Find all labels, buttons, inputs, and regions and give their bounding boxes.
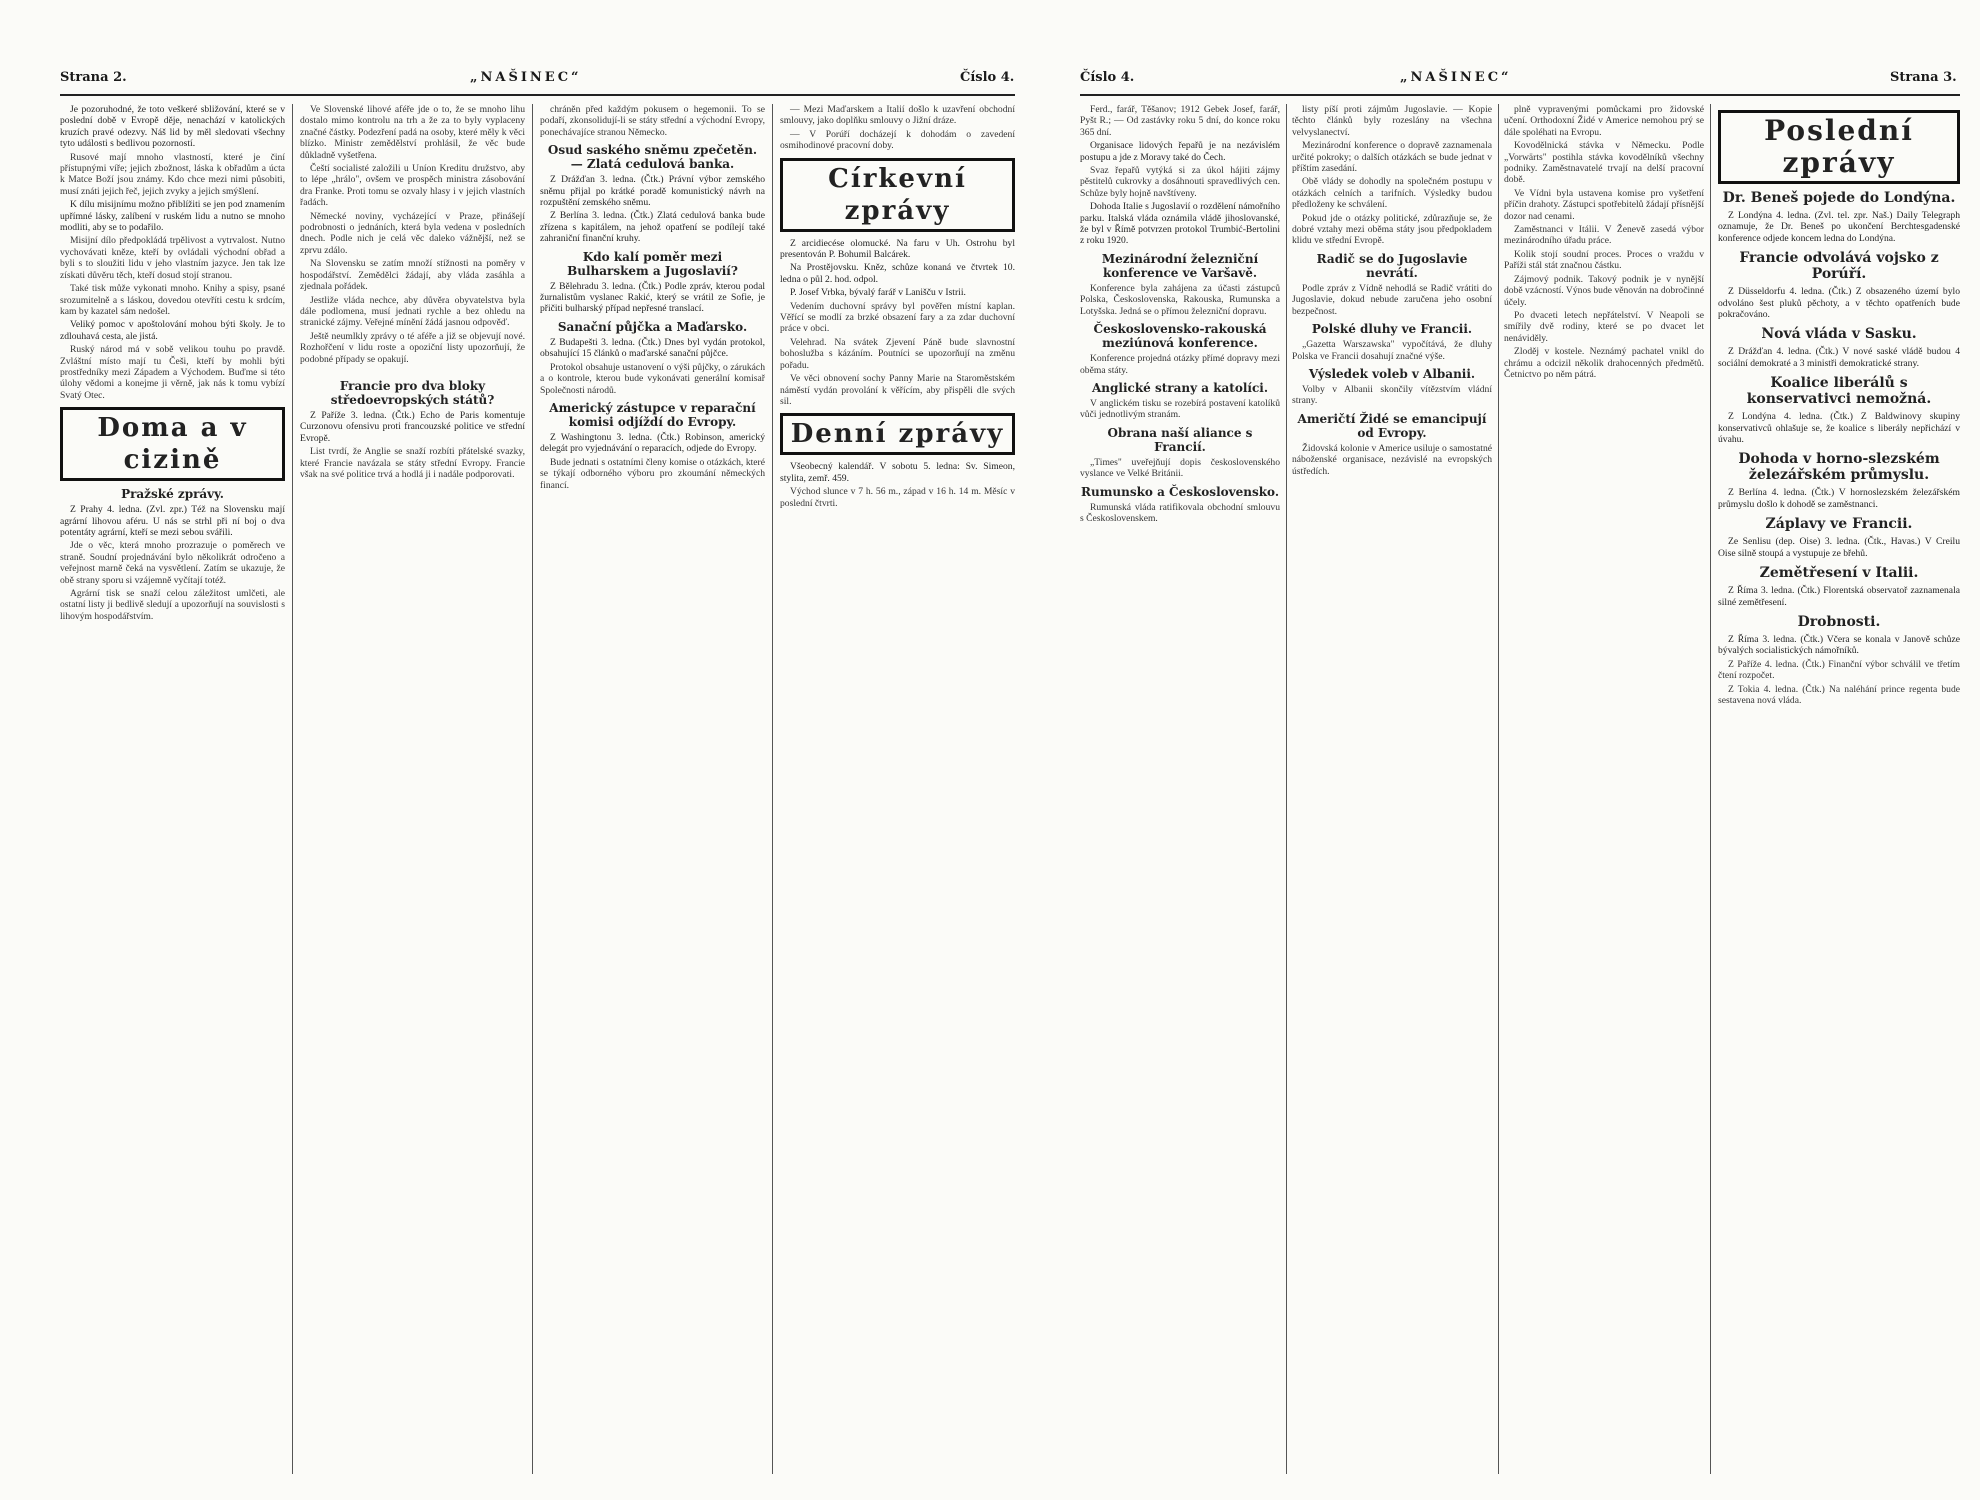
article-paragraph: Rusové mají mnoho vlastností, které je činí přístupnými víře; jejich zbožnost, láska k obřadům a úcta k Matce Boží jsou známy. Kdo chce mezi nimi působiti, musí znáti jejich řeč, jejich zvyky a jejich smýšlení. [60,151,285,197]
article-paragraph: Rumunská vláda ratifikovala obchodní smlouvu s Československem. [1080,501,1280,524]
headline: Koalice liberálů s konservativci nemožná. [1746,375,1932,408]
article-paragraph: Volby v Albanii skončily vítězstvím vládní strany. [1292,383,1492,407]
article-paragraph: Je pozoruhodné, že toto veškeré sbližování, které se v poslední době v Evropě děje, nenachází v katolických kruzích pravé odezvy. Náš lid by měl sledovati všechny tyto události s bedlivou pozorností. [60,104,285,150]
article-paragraph: Vedením duchovní správy byl pověřen místní kaplan. Věřící se modlí za brzké obsazení fary a za zdar duchovní práce v obci. [780,300,1015,335]
article-paragraph: K dílu misijnímu možno přiblížiti se jen pod znamením upřímné lásky, zalíbení v ruském lidu a nutno se mnoho modliti, aby se to podařilo. [60,199,285,234]
article-paragraph: — V Porúří docházejí k dohodám o zavedení osmihodinové pracovní doby. [780,128,1015,152]
article-paragraph: Bude jednati s ostatními členy komise o otázkách, které se týkají odborného výboru pro zkoumání německých financí. [540,456,765,491]
article-paragraph: Agrární tisk se snaží celou záležitost umlčeti, ale ostatní listy ji bedlivě sledují a upozorňují na souvislosti s lihovým hospodářstvím. [60,588,285,622]
article-paragraph: Z Düsseldorfu 4. ledna. (Čtk.) Z obsazeného území bylo odvoláno šest pluků pěchoty, a v těchto opatřeních bude pokračováno. [1718,286,1960,321]
headline: Kdo kalí poměr mezi Bulharskem a Jugoslavií? [567,249,738,278]
article-paragraph: Konference byla zahájena za účasti zástupců Polska, Československa, Rakouska, Rumunska a Lotyšska. Jedná se o přímou železniční dopravu. [1080,282,1280,317]
headline: Francie pro dva bloky středoevropských států? [330,378,495,407]
article-paragraph: Mezinárodní konference o dopravě zaznamenala určité pokroky; o dalších otázkách se bude jednat v příštím zasedání. [1292,140,1492,175]
headline: Dohoda v horno-slezském železářském průmyslu. [1738,451,1940,484]
headline: Československo-rakouská meziúnová konference. [1093,322,1267,351]
article-paragraph: Z Prahy 4. ledna. (Zvl. zpr.) Též na Slovensku mají agrární lihovou aféru. U nás se strhl při ní boj o dva potentáty agrární, kteří se mezi sebou svářili. [60,504,285,538]
article-paragraph: Z Washingtonu 3. ledna. (Čtk.) Robinson, americký delegát pro vyjednávání o reparacích, odjede do Evropy. [540,431,765,455]
headline: Rumunsko a Československo. [1081,484,1279,499]
right-column-2 [1292,104,1492,1474]
headline: Francie odvolává vojsko z Porúří. [1739,250,1939,283]
article-paragraph: Ve Slovenské lihové aféře jde o to, že se mnoho lihu dostalo mimo kontrolu na trh a že za to byly vyplaceny značné částky. Podezření padá na osoby, které měly k věci blízko. Ministr zemědělství prohlásil, že věc bude důkladně vyšetřena. [300,104,525,161]
left-column-2 [300,104,525,1474]
article-paragraph: Konference projedná otázky přímé dopravy mezi oběma státy. [1080,353,1280,376]
article-paragraph: Velehrad. Na svátek Zjevení Páně bude slavnostní bohoslužba s kázáním. Poutníci se upozorňují na změnu pořadu. [780,336,1015,371]
right-header-rule [1080,94,1960,96]
article-paragraph: Ve Vídni byla ustavena komise pro vyšetření příčin drahoty. Zástupci spotřebitelů žádají přísnější dozor nad cenami. [1504,187,1704,222]
right-page-number: Strana 3. [1890,70,1957,85]
article-paragraph: Z Berlína 4. ledna. (Čtk.) V hornoslezském železářském průmyslu došlo k dohodě se zaměstnanci. [1718,487,1960,510]
article-paragraph: chráněn před každým pokusem o hegemonii. To se podaří, zkonsolidují-li se státy střední a východní Evropy, ponechávajíce stranou Německo. [540,104,765,138]
article-paragraph: Z Tokia 4. ledna. (Čtk.) Na naléhání prince regenta bude sestavena nová vláda. [1718,683,1960,706]
section-header-doma: Doma a v cizině [60,407,285,481]
column-divider [772,104,773,1474]
right-issue-number: Číslo 4. [1080,70,1135,85]
article-paragraph: Zaměstnanci v Itálii. V Ženevě zasedá výbor mezinárodního úřadu práce. [1504,224,1704,247]
section-header-denni: Denní zprávy [780,413,1015,455]
article-paragraph: Z Drážďan 3. ledna. (Čtk.) Právní výbor zemského sněmu přijal po krátké poradě komunistický návrh na rozpuštění zemského sněmu. [540,174,765,209]
article-paragraph: Z Drážďan 4. ledna. (Čtk.) V nové saské vládě budou 4 sociální demokraté a 3 ministři demokratické strany. [1718,346,1960,369]
article-paragraph: Z Budapešti 3. ledna. (Čtk.) Dnes byl vydán protokol, obsahující 15 článků o maďarské sanační půjčce. [540,336,765,360]
article-paragraph: Dohoda Italie s Jugoslavií o rozdělení námořního parku. Italská vláda oznámila vládě jihoslovanské, že byl v Římě potvrzen protokol Trumbić-Bertolini z roku 1920. [1080,201,1280,247]
headline: Výsledek voleb v Albanii. [1308,366,1476,381]
article-paragraph: Pokud jde o otázky politické, zdůrazňuje se, že dobré vztahy mezi oběma státy jsou předpokladem klidu ve střední Evropě. [1292,212,1492,247]
right-column-1 [1080,104,1280,1474]
article-paragraph: Ještě neumlkly zprávy o té aféře a již se objevují nové. Rozhořčení v lidu roste a opoziční listy upozorňují, že podobné případy se opakují. [300,330,525,365]
article-paragraph: Židovská kolonie v Americe usiluje o samostatné náboženské organisace, nezávislé na evropských ústředích. [1292,442,1492,477]
article-paragraph: P. Josef Vrbka, bývalý farář v Lanišču v Istrii. [790,287,966,299]
article-paragraph: Kovodělnická stávka v Německu. Podle „Vorwärts" postihla stávka kovodělníků všechny podniky. Zaměstnavatelé trvají na delší pracovní době. [1504,140,1704,186]
article-paragraph: Východ slunce v 7 h. 56 m., západ v 16 h. 14 m. Měsíc v poslední čtvrti. [780,486,1015,509]
headline: Američtí Židé se emancipují od Evropy. [1297,411,1487,440]
article-paragraph: Z Bělehradu 3. ledna. (Čtk.) Podle zpráv, kterou podal žurnalistům vyslanec Rakić, který se vrátil ze Sofie, je přičiti bulharský případ nepřesné translací. [540,280,765,315]
article-paragraph: „Times" uveřejňují dopis československého vyslance ve Velké Británii. [1080,456,1280,480]
headline: Záplavy ve Francii. [1765,516,1913,533]
left-column-3 [540,104,765,1474]
headline: Drobnosti. [1797,613,1881,630]
article-paragraph: Zájmový podnik. Takový podnik je v nynější době vzácností. Výnos bude věnován na dobročinné účely. [1504,273,1704,308]
article-paragraph: Obě vlády se dohodly na společném postupu v otázkách celních a tarifních. Výsledky budou předloženy ke schválení. [1292,176,1492,211]
left-page-number: Strana 2. [60,70,127,85]
article-paragraph: Veliký pomoc v apoštolování mohou býti školy. Je to zdlouhavá cesta, ale jistá. [60,319,285,342]
article-paragraph: Jde o věc, která mnoho prozrazuje o poměrech ve straně. Soudní projednávání bylo několikrát odročeno a veřejnost marně čeká na vysvětlení. Zatím se ukazuje, že obě strany sporu si vzájemně vyčítají totéž. [60,540,285,586]
article-paragraph: Na Prostějovsku. Kněz, schůze konaná ve čtvrtek 10. ledna o půl 2. hod. odpol. [780,262,1015,285]
article-paragraph: Z Paříže 3. ledna. (Čtk.) Echo de Paris komentuje Curzonovu ofensivu proti francouzské politice ve střední Evropě. [300,409,525,444]
right-page [1070,0,1980,1500]
right-column-4 [1718,104,1960,1474]
article-paragraph: Podle zpráv z Vídně nehodlá se Radič vrátiti do Jugoslavie, dokud nebude zaručena jeho osobní bezpečnost. [1292,282,1492,317]
article-paragraph: — Mezi Maďarskem a Italií došlo k uzavření obchodní smlouvy, jako doplňku smlouvy o Jižní dráze. [780,104,1015,127]
right-column-3 [1504,104,1704,1474]
headline: Obrana naší aliance s Francií. [1107,425,1253,454]
headline: Zemětřesení v Italii. [1759,565,1919,582]
article-paragraph: Z Londýna 4. ledna. (Čtk.) Z Baldwinovy skupiny konservativců ohlašuje se, že koalice s liberály nepřichází v úvahu. [1718,411,1960,446]
article-paragraph: Na Slovensku se zatím množí stížnosti na poměry v hospodářství. Zemědělci žádají, aby vláda zasáhla a zjednala pořádek. [300,258,525,293]
article-paragraph: Po dvaceti letech nepřátelství. V Neapoli se smířily dvě rodiny, které se po dvacet let nenáviděly. [1504,309,1704,344]
left-column-1 [60,104,285,1474]
section-header-posledni: Poslední zprávy [1718,110,1960,184]
left-masthead: „NAŠINEC“ [470,70,582,85]
headline: Anglické strany a katolíci. [1092,380,1268,395]
article-paragraph: Všeobecný kalendář. V sobotu 5. ledna: Sv. Simeon, stylita, zemř. 459. [780,461,1015,484]
article-paragraph: „Gazetta Warszawska" vypočítává, že dluhy Polska ve Francii dosahují značné výše. [1292,339,1492,362]
article-paragraph: Zloděj v kostele. Neznámý pachatel vnikl do chrámu a odcizil několik drahocenných předmětů. Četnictvo po něm pátrá. [1504,346,1704,380]
article-paragraph: Jestliže vláda nechce, aby důvěra obyvatelstva byla dále podlomena, musí jednati rychle a bez ohledu na stranické zájmy. Veřejné mínění žádá jasnou odpověď. [300,294,525,329]
article-paragraph: Ve věci obnovení sochy Panny Marie na Staroměstském náměstí vydán provolání k věřícím, aby přispěli dle svých sil. [780,373,1015,407]
headline: Polské dluhy ve Francii. [1311,322,1473,337]
article-paragraph: V anglickém tisku se rozebírá postavení katolíků vůči jednotlivým stranám. [1080,397,1280,421]
right-masthead: „NAŠINEC“ [1400,70,1512,85]
article-paragraph: Protokol obsahuje ustanovení o výši půjčky, o zárukách a o kontrole, kterou bude vykonávati generální komisař Společnosti národů. [540,361,765,396]
article-paragraph: Německé noviny, vycházející v Praze, přinášejí podrobnosti o jednáních, která byla vedena v posledních dnech. Podle nich je celá věc daleko vážnější, než se zprvu zdálo. [300,210,525,256]
column-divider [1498,104,1499,1474]
article-paragraph: Z Londýna 4. ledna. (Zvl. tel. zpr. Naš.) Daily Telegraph oznamuje, že Dr. Beneš po ukončení Berchtesgadenské konference odjede koncem ledna do Londýna. [1718,210,1960,244]
column-divider [1286,104,1287,1474]
article-paragraph: Z arcidiecése olomucké. Na faru v Uh. Ostrohu byl presentován P. Bohumil Balcárek. [780,237,1015,261]
headline: Nová vláda v Sasku. [1761,326,1917,343]
article-paragraph: Z Paříže 4. ledna. (Čtk.) Finanční výbor schválil ve třetím čtení rozpočet. [1718,658,1960,682]
article-paragraph: Také tisk může vykonati mnoho. Knihy a spisy, psané srozumitelně a s láskou, dovedou otevříti cestu k srdcím, kam by kazatel sám nedošel. [60,283,285,317]
headline: Radič se do Jugoslavie nevrátí. [1316,251,1468,280]
column-divider [292,104,293,1474]
article-paragraph: Organisace lidových řepařů je na nezávislém postupu a jde z Moravy také do Čech. [1080,140,1280,163]
headline: Dr. Beneš pojede do Londýna. [1722,190,1956,206]
article-paragraph: Čeští socialisté založili u Uníon Kreditu družstvo, aby to lépe „hrálo", ovšem ve prospěch ministra zásobování dra Franke. Proti tomu se ozvaly hlasy i v jejich vlastních řadách. [300,163,525,209]
headline: Pražské zprávy. [121,487,224,502]
section-header-cirkevni: Církevní zprávy [780,158,1015,232]
article-paragraph: Z Říma 3. ledna. (Čtk.) Florentská observatoř zaznamenala silné zemětřesení. [1718,585,1960,608]
article-paragraph: Svaz řepařů vytýká si za úkol hájiti zájmy pěstitelů cukrovky a dosáhnouti spravedlivých cen. Schůze byly hojně navštíveny. [1080,165,1280,199]
column-divider [1710,104,1711,1474]
headline: Americký zástupce v reparační komisi odjíždí do Evropy. [549,400,756,429]
left-column-4 [780,104,1015,1474]
headline: Osud saského sněmu zpečetěn. — Zlatá cedulová banka. [547,143,758,172]
column-divider [532,104,533,1474]
article-paragraph: Ruský národ má v sobě velikou touhu po pravdě. Zvláštní místo mají tu Češi, kteří by mohli býti prostředníky mezi Západem a Východem. Buďme si této úlohy vědomi a konejme ji věrně, jak nás k tomu vybízí Svatý Otec. [60,344,285,401]
headline: Sanační půjčka a Maďarsko. [557,319,748,334]
article-paragraph: Misijní dílo předpokládá trpělivost a vytrvalost. Nutno vychovávati kněze, kteří by ovládali východní obřad a byli s to sloužiti lidu v jeho vlastním jazyce. Jen tak lze získati důvěru těch, kteří dosud stojí stranou. [60,235,285,281]
left-header-rule [60,94,1015,96]
article-paragraph: List tvrdí, že Anglie se snaží rozbíti přátelské svazky, které Francie navázala se státy střední Evropy. Francie však na své politice trvá a hodlá ji i nadále podporovati. [300,446,525,480]
article-paragraph: Kolik stojí soudní proces. Proces o vraždu v Paříži stál stát značnou částku. [1504,248,1704,272]
article-paragraph: Ze Senlisu (dep. Oise) 3. ledna. (Čtk., Havas.) V Creilu Oise silně stoupá a vystupuje ze břehů. [1718,536,1960,559]
article-paragraph: Z Říma 3. ledna. (Čtk.) Včera se konala v Janově schůze bývalých socialistických námořníků. [1718,633,1960,657]
article-paragraph: Z Berlína 3. ledna. (Čtk.) Zlatá cedulová banka bude zřízena s kapitálem, na jehož opatření se podílejí také zahraniční finanční kruhy. [540,210,765,245]
headline: Mezinárodní železniční konference ve Varšavě. [1101,251,1259,280]
article-paragraph: plně vypravenými pomůckami pro židovské učení. Orthodoxní Židé v Americe nemohou prý se dále spoléhati na Evropu. [1504,104,1704,138]
article-paragraph: Ferd., farář, Těšanov; 1912 Gebek Josef, farář, Pyšt R.; — Od zastávky roku 5 dní, do konce roku 365 dní. [1080,104,1280,138]
article-paragraph: listy píší proti zájmům Jugoslavie. — Kopie těchto článků byly rozeslány na všechna velvyslanectví. [1292,104,1492,138]
left-issue-number: Číslo 4. [960,70,1015,85]
